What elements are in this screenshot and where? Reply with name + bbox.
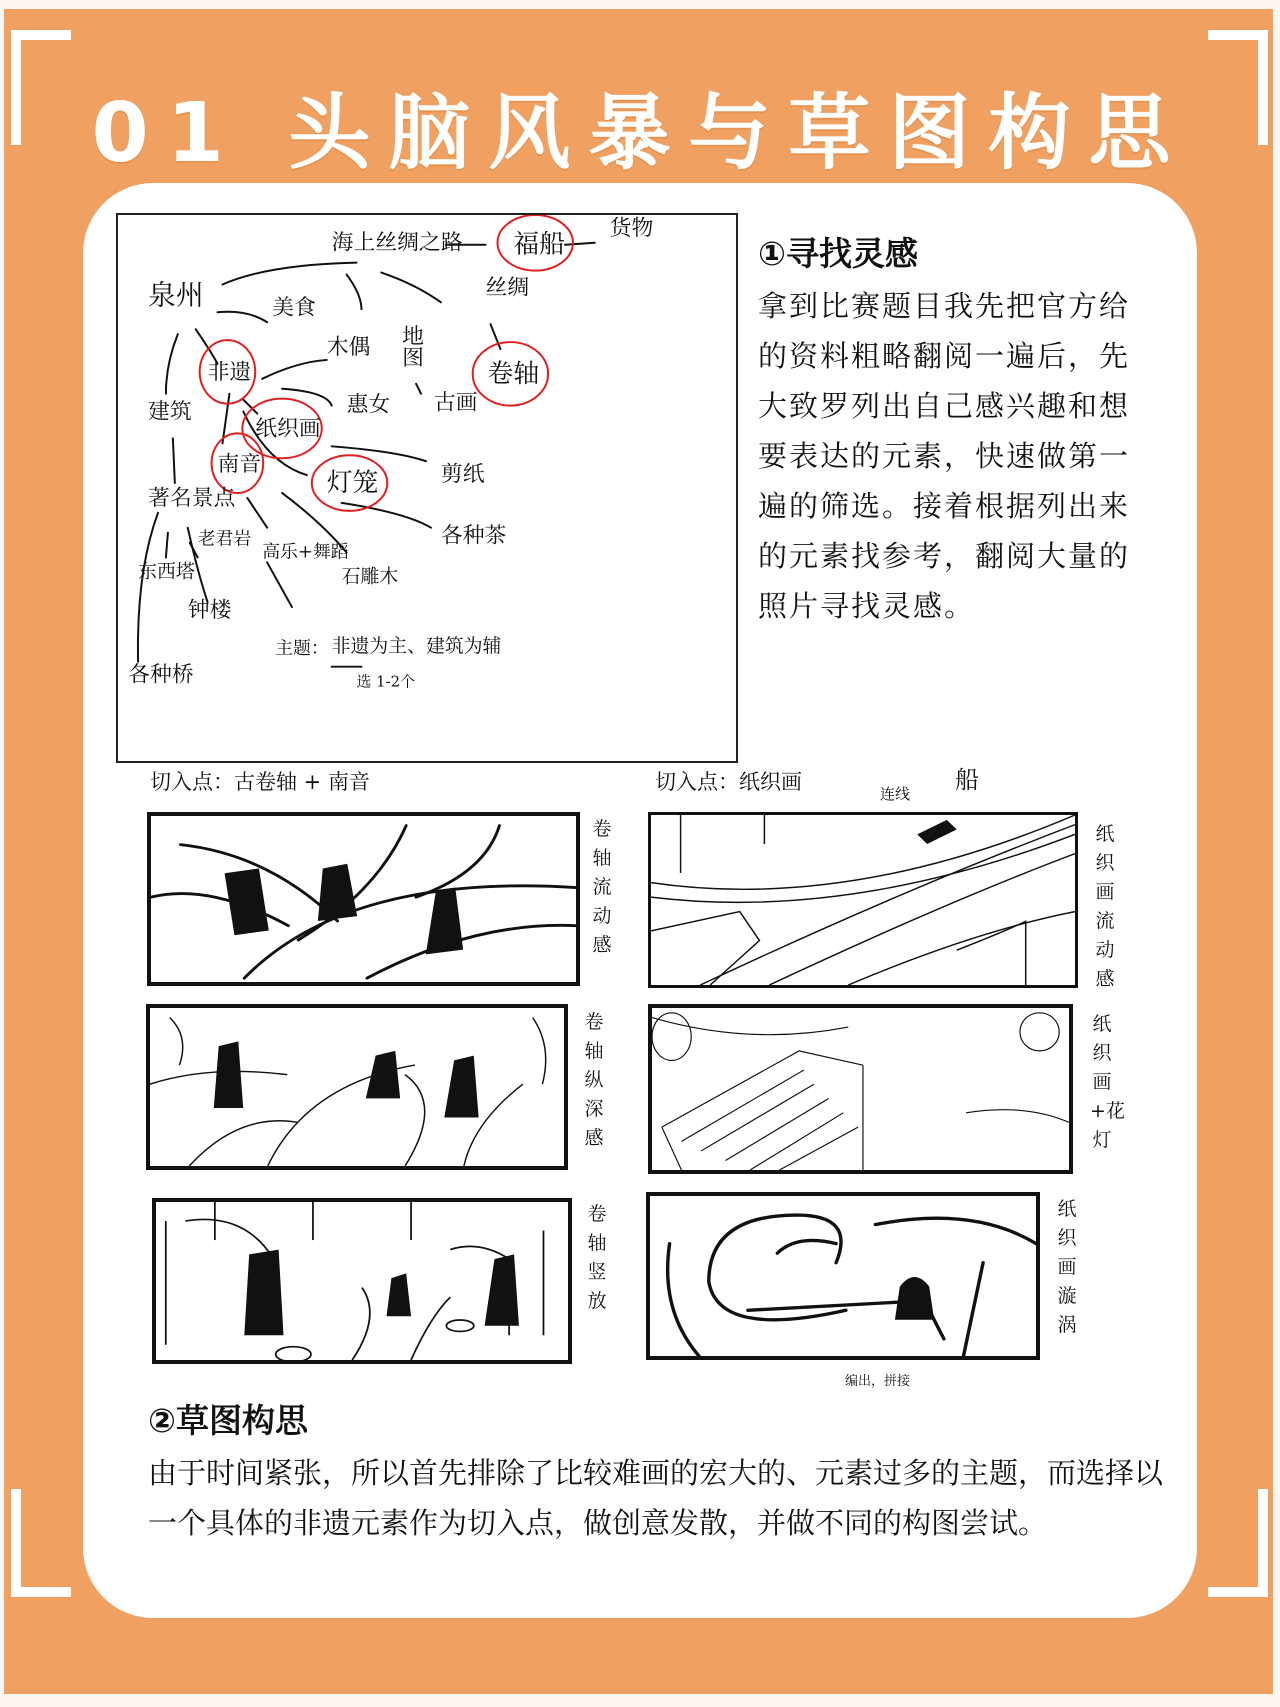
section1-heading: ①寻找灵感 [758,234,918,273]
panel-note: 卷轴纵深感 [584,1011,604,1149]
mindmap-node: 老君岩 [197,528,252,550]
mindmap-node: 剪纸 [440,462,485,488]
mindmap-node: 灯笼 [326,467,379,498]
sketch-drawing [151,816,576,982]
section-sketch-concept [148,1395,1178,1548]
mindmap-theme-sub: 选 1-2个 [356,672,415,691]
mindmap-node: 各种桥 [128,662,194,688]
sketch-panel-paper-weave-flow [648,812,1078,988]
left-column-caption: 切入点：古卷轴 + 南音 [150,770,370,794]
mindmap-node: 惠女 [346,392,391,418]
sketch-panel-scroll-vertical [152,1198,572,1364]
section1-body: 拿到比赛题目我先把官方给的资料粗略翻阅一遍后，先大致罗列出自己感兴趣和想要表达的元素，快速做第一遍的筛选。接着根据列出来的元素找参考，翻阅大量的照片寻找灵感。 [758,289,1131,623]
mindmap-node: 海上丝绸之路 [331,230,463,256]
mindmap-theme-label: 主题： [275,637,329,659]
page-title: 01 头脑风暴与草图构思 [91,86,1189,181]
section2-heading: ②草图构思 [148,1401,308,1440]
sketch-drawing [156,1202,568,1360]
panel-note: 纸织画+花灯 [1090,1013,1125,1151]
mindmap-node: 福船 [513,229,565,260]
mindmap-node: 非遗 [207,359,252,385]
panel-note: 卷轴竖放 [587,1203,607,1312]
mindmap-node: 泉州 [148,278,204,312]
corner-bracket-bottom-left [11,1489,71,1597]
bottom-sketch-note: 编出，拼接 [845,1374,911,1389]
mindmap-node: 古画 [433,390,478,416]
mindmap-node: 木偶 [326,334,371,360]
mindmap-node: 地图 [398,324,424,368]
mindmap-node: 钟楼 [187,598,232,624]
sketch-panel-scroll-depth [146,1004,568,1170]
panel-note: 纸织画漩涡 [1057,1198,1077,1336]
sketch-drawing [652,1008,1069,1170]
mindmap-node: 丝绸 [485,275,530,301]
mindmap-node: 美食 [272,295,316,321]
mindmap-node: 高乐+舞蹈 [262,541,349,563]
mindmap-theme-text: 非遗为主、建筑为辅 [331,634,502,657]
mindmap-node: 卷轴 [487,358,540,389]
mindmap-node: 南音 [217,452,262,478]
mindmap-node: 东西塔 [138,560,195,583]
mindmap-node: 纸织画 [255,416,321,442]
sketch-panel-scroll-flow [147,812,580,986]
sketch-drawing [150,1008,564,1166]
corner-bracket-bottom-right [1208,1489,1268,1597]
right-column-caption: 切入点：纸织画 [655,770,802,794]
panel-note: 纸织画流动感 [1095,823,1115,990]
sketch-drawing [651,815,1075,985]
sketch-panel-paper-weave-lantern [648,1004,1073,1174]
mindmap-node: 货物 [609,215,654,241]
mindmap-node: 著名景点 [148,485,236,511]
sketch-panel-paper-weave-vortex [646,1192,1040,1360]
mindmap-node: 石雕木 [341,565,399,588]
arrow-label-connect: 连线 [880,785,911,803]
arrow-label-boat: 船 [955,766,979,794]
mindmap-sketch [116,213,738,763]
section2-body: 由于时间紧张，所以首先排除了比较难画的宏大的、元素过多的主题，而选择以一个具体的非遗元素作为切入点，做创意发散，并做不同的构图尝试。 [148,1456,1164,1540]
sketch-drawing [650,1196,1036,1356]
mindmap-node: 建筑 [148,399,192,425]
section-find-inspiration [758,228,1158,631]
mindmap-node: 各种茶 [440,523,507,549]
panel-note: 卷轴流动感 [592,818,612,956]
